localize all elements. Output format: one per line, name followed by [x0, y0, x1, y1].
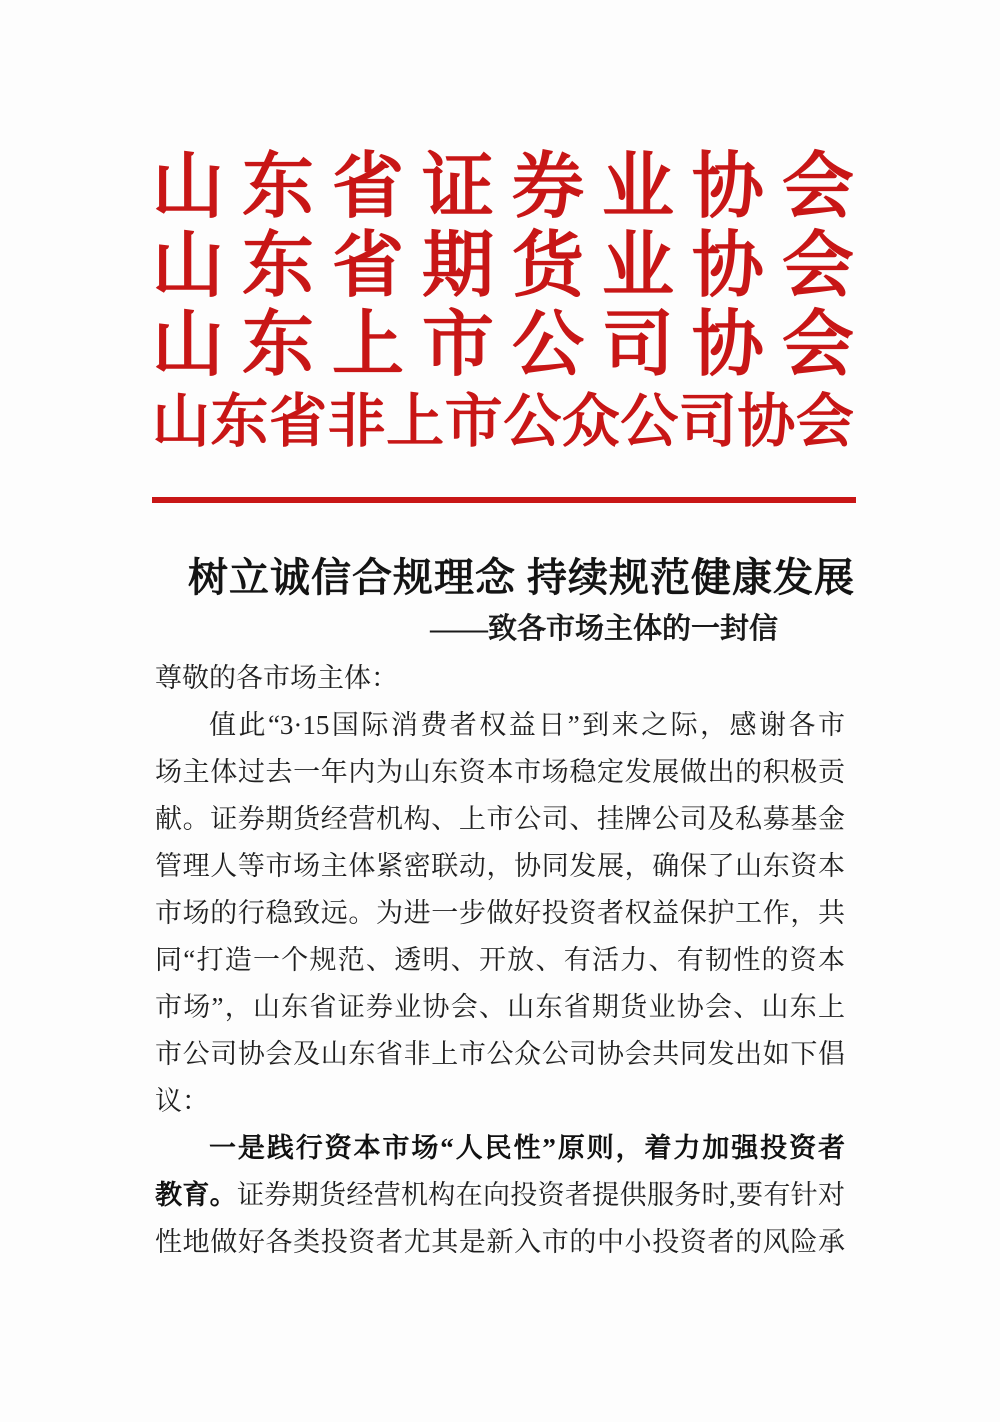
body-line-bold-text: 一是践行资本市场“人民性”原则，着力加强投资者	[209, 1133, 845, 1163]
body-line	[155, 1125, 845, 1172]
body-line	[155, 1078, 845, 1125]
body-line	[155, 1031, 845, 1078]
body-line	[155, 984, 845, 1031]
body-line	[155, 1172, 845, 1219]
body-line	[155, 890, 845, 937]
body-line-text: 管理人等市场主体紧密联动，协同发展，确保了山东资本	[155, 851, 845, 881]
body-line	[155, 796, 845, 843]
red-divider-rule	[152, 497, 856, 503]
body-line-text: 市场”，山东省证券业协会、山东省期货业协会、山东上	[155, 992, 845, 1022]
letterhead	[152, 140, 854, 455]
letter-body	[155, 655, 845, 1266]
body-line	[155, 1219, 845, 1266]
body-line-text: 市场的行稳致远。为进一步做好投资者权益保护工作，共	[155, 898, 845, 928]
body-line-text: 证券期货经营机构在向投资者提供服务时,要有针对	[237, 1180, 846, 1210]
salutation	[155, 655, 845, 702]
body-line	[155, 749, 845, 796]
org-name-non-listed-public-companies-association: 山 东 省 非 上 市 公 众 公 司 协 会	[152, 389, 854, 454]
org-name-securities-association: 山 东 省 证 券 业 协 会	[152, 146, 854, 227]
body-line-text: 值此“3·15国际消费者权益日”到来之际，感谢各市	[209, 710, 845, 740]
body-line	[155, 702, 845, 749]
body-line-text: 市公司协会及山东省非上市公众公司协会共同发出如下倡	[155, 1039, 845, 1069]
body-line-text: 同“打造一个规范、透明、开放、有活力、有韧性的资本	[155, 945, 845, 975]
body-line-text: 议：	[155, 1086, 209, 1116]
letter-title: 树立诚信合规理念 持续规范健康发展	[188, 555, 855, 600]
body-line	[155, 937, 845, 984]
org-name-listed-companies-association: 山 东 上 市 公 司 协 会	[152, 304, 854, 385]
body-line-text: 性地做好各类投资者尤其是新入市的中小投资者的风险承	[155, 1227, 845, 1257]
org-name-futures-association: 山 东 省 期 货 业 协 会	[152, 225, 854, 306]
body-line-bold-text: 教育。	[155, 1180, 237, 1210]
letter-subtitle: ——致各市场主体的一封信	[430, 613, 779, 645]
body-line-text: 尊敬的各市场主体：	[155, 663, 398, 693]
body-line-text: 场主体过去一年内为山东资本市场稳定发展做出的积极贡	[155, 757, 845, 787]
body-line	[155, 843, 845, 890]
body-line-text: 献。证券期货经营机构、上市公司、挂牌公司及私募基金	[155, 804, 845, 834]
